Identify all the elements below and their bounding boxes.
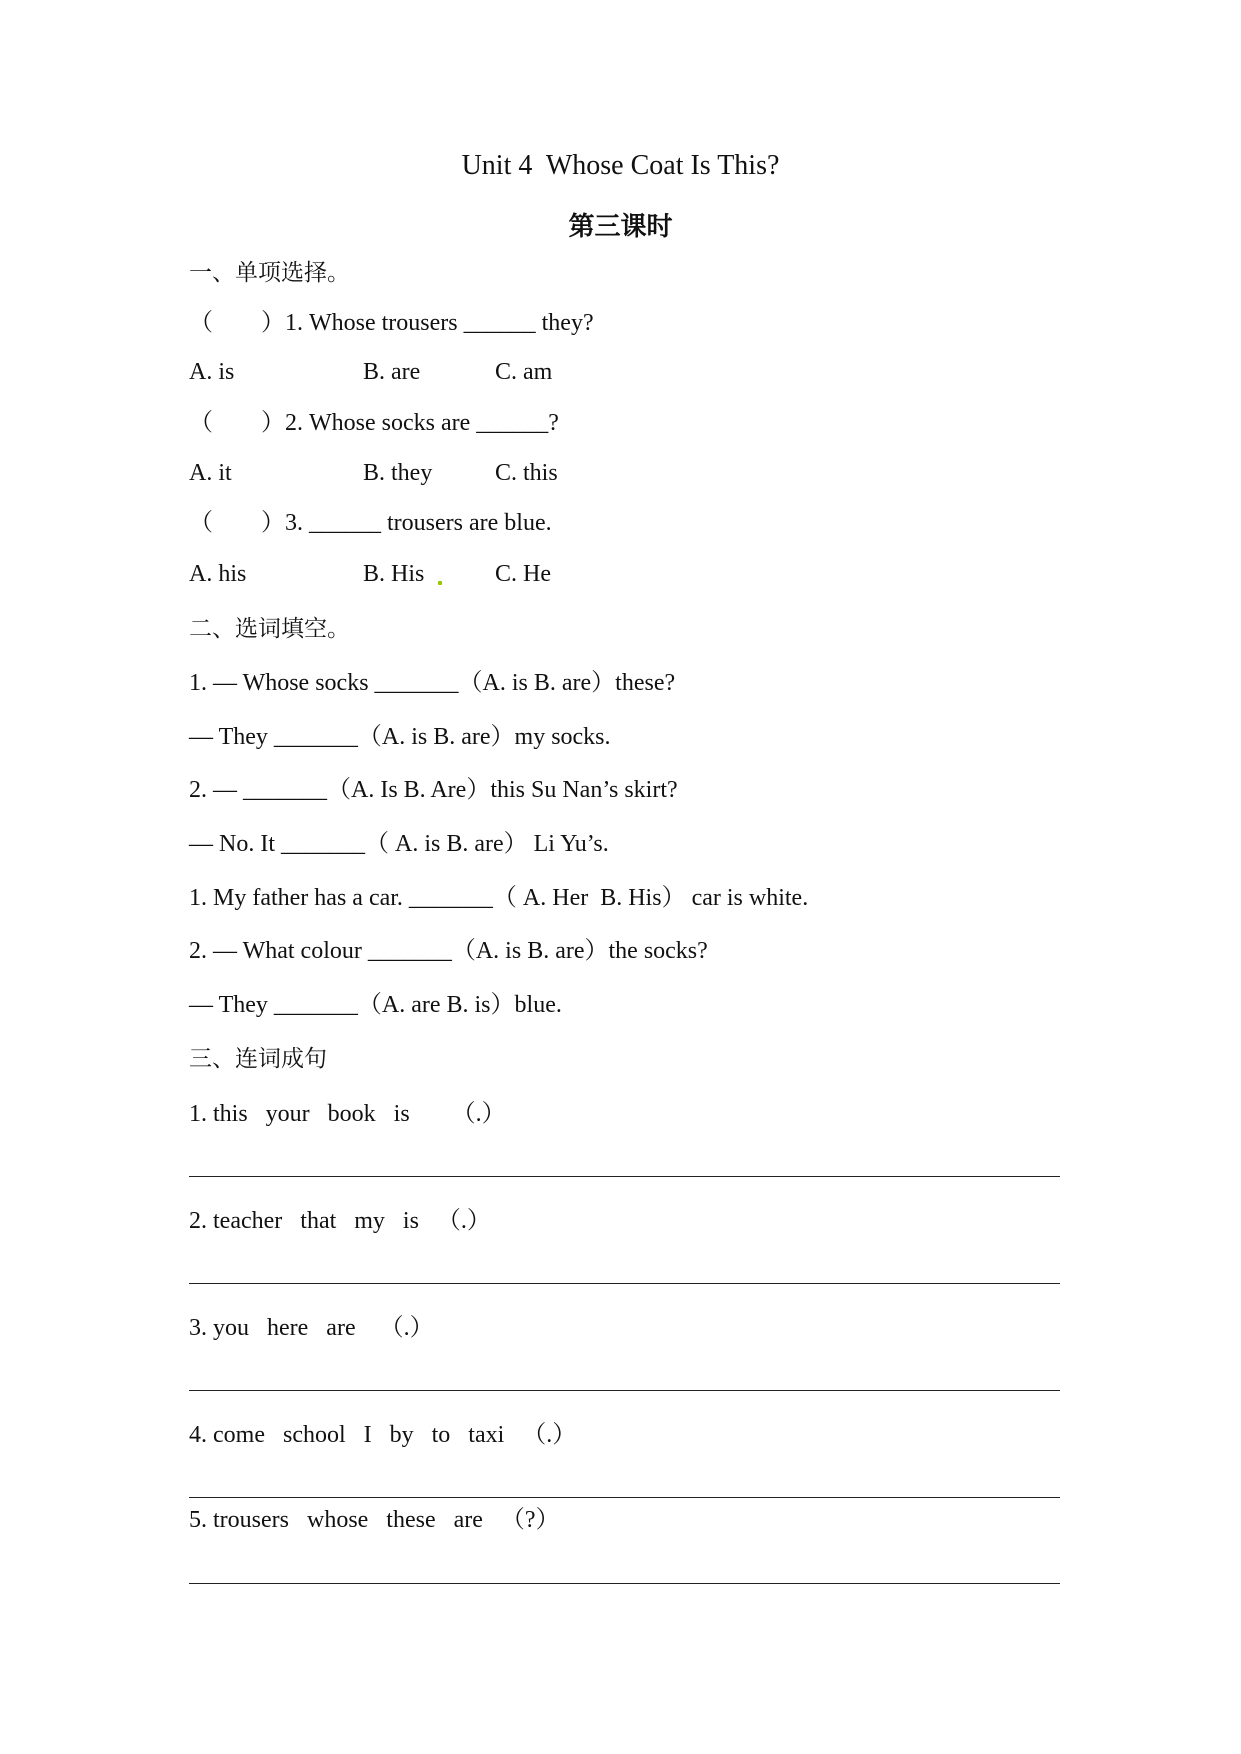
question-2-stem: （ ）2. Whose socks are ______?: [189, 410, 559, 436]
fill-line-2: — They _______（A. is B. are）my socks.: [189, 724, 611, 750]
answer-line-1: [189, 1176, 1060, 1177]
fill-line-7: — They _______（A. are B. is）blue.: [189, 992, 562, 1018]
fill-line-5: 1. My father has a car. _______（ A. Her B. His） car is white.: [189, 885, 809, 911]
question-2-option-c: C. this: [495, 460, 558, 486]
answer-line-3: [189, 1390, 1060, 1391]
answer-line-5: [189, 1583, 1060, 1584]
answer-line-2: [189, 1283, 1060, 1284]
lesson-subtitle: 第三课时: [568, 212, 673, 242]
section1-heading: 一、单项选择。: [189, 260, 350, 286]
section2-heading: 二、选词填空。: [189, 616, 350, 642]
answer-line-4: [189, 1497, 1060, 1498]
fill-line-6: 2. — What colour _______（A. is B. are）the socks?: [189, 938, 708, 964]
question-1-option-c: C. am: [495, 359, 553, 385]
sentence-item-2: 2. teacher that my is （.）: [189, 1208, 491, 1234]
fill-line-4: — No. It _______（ A. is B. are） Li Yu’s.: [189, 831, 609, 857]
question-2-option-a: A. it: [189, 460, 232, 486]
section3-heading: 三、连词成句: [189, 1046, 327, 1072]
page-title: Unit 4 Whose Coat Is This?: [461, 150, 780, 181]
fill-line-1: 1. — Whose socks _______（A. is B. are）these?: [189, 670, 676, 696]
question-1-option-b: B. are: [363, 359, 421, 385]
question-3-stem: （ ）3. ______ trousers are blue.: [189, 510, 552, 536]
question-2-option-b: B. they: [363, 460, 433, 486]
sentence-item-4: 4. come school I by to taxi （.）: [189, 1422, 577, 1448]
sentence-item-1: 1. this your book is （.）: [189, 1101, 506, 1127]
fill-line-3: 2. — _______（A. Is B. Are）this Su Nan’s skirt?: [189, 777, 678, 803]
sentence-item-5: 5. trousers whose these are （?）: [189, 1507, 560, 1533]
question-3-option-b: B. His: [363, 561, 425, 587]
question-3-option-c: C. He: [495, 561, 551, 587]
sentence-item-3: 3. you here are （.）: [189, 1315, 434, 1341]
question-1-stem: （ ）1. Whose trousers ______ they?: [189, 310, 594, 336]
question-1-option-a: A. is: [189, 359, 235, 385]
stray-green-dot: [438, 581, 442, 585]
question-3-option-a: A. his: [189, 561, 247, 587]
